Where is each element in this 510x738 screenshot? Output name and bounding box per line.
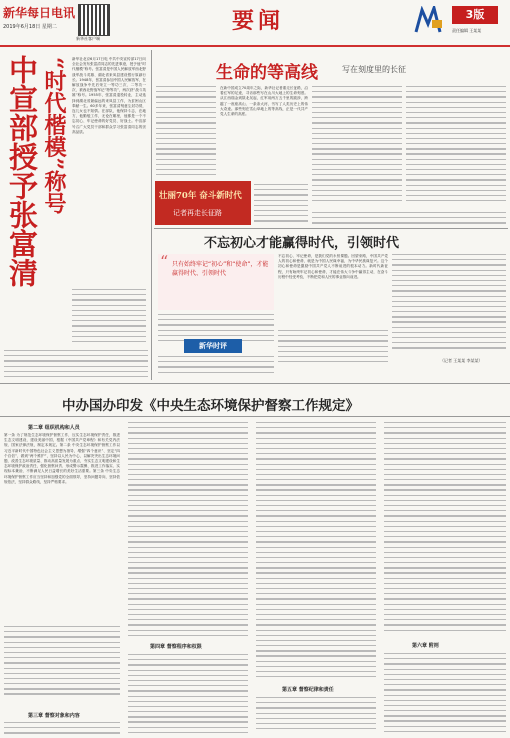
pull-quote-text: 只有始终牢记“初心”和“使命”，才能赢得时代、引领时代 [172,261,269,277]
banner-label: 壮丽70年 奋斗新时代 [159,191,242,201]
section-rule-bottom [0,416,510,417]
left-feature [0,47,150,347]
essay-col-2-lines [254,184,308,226]
reg-col-2-lines [128,422,248,640]
chapter3-heading: 第三章 督察对象和内容 [28,713,80,719]
commentary-col-3-lines [392,254,506,354]
reg-col-4-tail [384,653,506,735]
page-number-badge: 3版 [452,6,498,24]
essay-subhead: 写在刻度里的长征 [342,65,406,74]
pull-quote [158,254,274,310]
commentary-headline: 不忘初心才能赢得时代，引领时代 [204,236,400,251]
app-label: 新华社客户端 [76,36,100,41]
chapter4-heading: 第四章 督察程序和权限 [150,644,202,650]
essay-col-4-lines [406,86,506,208]
chapter5-heading: 第五章 督察纪律和责任 [282,687,334,693]
reg-col-3-tail [256,697,376,736]
essay-col-3-lines [312,86,402,208]
reg-col-1-tail [4,722,120,736]
headline-main: 中宣部授予张富清 [5,55,39,287]
section-rule-top [0,383,510,384]
feature-lower-lines [4,350,148,380]
xinhua-logo-icon [414,6,444,34]
essay-tail-lines [312,212,506,226]
reg-col-1-lines [4,626,120,698]
commentary-col-2-lines [278,330,388,370]
essay-body-text: 在新中国成立70周年之际，新华社记者重走长征路，沿着红军的足迹，寻访那些写在山川大地上的生命刻度。从江西瑞金到陕北吴起，红军用两万五千里的跋涉，跨越了一座座高山、一条条大河，书写了人类历史上的伟大奇迹。那些刻在雪山草地上的等高线，正是一代共产党人生命的高度。 [220,86,308,117]
headline-quote: “时代楷模”称号 [41,57,67,215]
feature-body-lines [72,289,146,347]
date-line: 2019年6月18日 星期二 [3,24,57,30]
series-banner [155,181,251,225]
section-title: 要闻 [232,8,285,34]
commentary-body-text: 不忘初心、牢记使命，是我们党的永恒课题。回望来路，中国共产党人的初心和使命，就是为中国人民谋幸福，为中华民族谋复兴。这个初心和使命是激励中国共产党人不断前进的根本动力。新时代新征程，只有始终牢记初心和使命，才能在伟大斗争中赢得主动，在奋斗历程中经受考验，不断把党和人民的事业推向前进。 [278,254,388,279]
chapter6-heading: 第六章 附则 [412,643,439,649]
column-divider [151,50,152,380]
editor-line: 责任编辑 王某某 [452,28,482,33]
commentary-byline: （记者 王某某 李某某） [440,358,483,363]
qr-code-icon [78,4,110,36]
reg-col-4-lines [384,422,506,638]
commentary-bottom-lines [158,356,274,376]
regulation-body-text: 第一条 为了规范生态环境保护督察工作，压实生态环境保护责任，推进生态文明建设，建设美丽中国，根据《中国共产党章程》和有关党内法规、国家法律法规，制定本规定。第二条 中央生态环境保护督察工作以习近平新时代中国特色社会主义思想为指导，增强“四个意识”、坚定“四个自信”、做到“两个维护”，坚持以人民为中心，以解决突出生态环境问题、改善生态环境质量、推动高质量发展为重点，夯实生态文明建设和生态环境保护政治责任，强化督察问责、形成警示震慑、推进工作落实、实现标本兼治，不断满足人民日益增长的美好生活需要。第三条 中央生态环境保护督察工作应当坚持和加强党的全面领导，坚持问题导向，坚持依规依法，坚持群众路线，坚持严格要求。 [4,433,120,484]
reg-col-3-lines [256,422,376,682]
essay-rule [154,228,508,229]
feature-body-text: 新华社北京6月17日电 中共中央宣传部17日向全社会发布张富清同志的先进事迹，授予他“时代楷模”称号。张富清是中国人民解放军西北野战军战斗英雄、湖北省来凤县建设银行原副行长。1948年，张富清参加中国人民解放军，在解放战争中先后荣立一等功三次、二等功一次，被西北野战军记“特等功”，两次获“战斗英雄”称号。1955年，张富清退役转业，主动选择到湖北省最偏远的来凤县工作，为贫困山区奉献一生。60多年来，张富清刻意尘封功绩，连儿女也不知情。在部队，他保持斗志，在地方，他勤勉工作，无论在哪里，他都是一个不忘初心、牢记使命的好党员、好战士。中宣部号召广大党员干部和群众学习张富清同志的崇高品质。 [72,57,146,134]
commentary-badge [184,339,242,353]
regulation-headline: 中办国办印发《中央生态环境保护督察工作规定》 [62,398,359,414]
essay-col-1-lines [156,86,216,180]
chapter2-heading: 第二章 组织机构和人员 [28,425,80,431]
badge-label: 新华时评 [199,342,227,350]
essay-headline: 生命的等高线 [216,63,318,83]
banner-sub: 记者再走长征路 [173,209,222,217]
quote-mark-icon: “ [160,252,169,271]
masthead [0,0,510,46]
paper-name: 新华每日电讯 [3,6,76,20]
reg-col-2-tail [128,654,248,736]
